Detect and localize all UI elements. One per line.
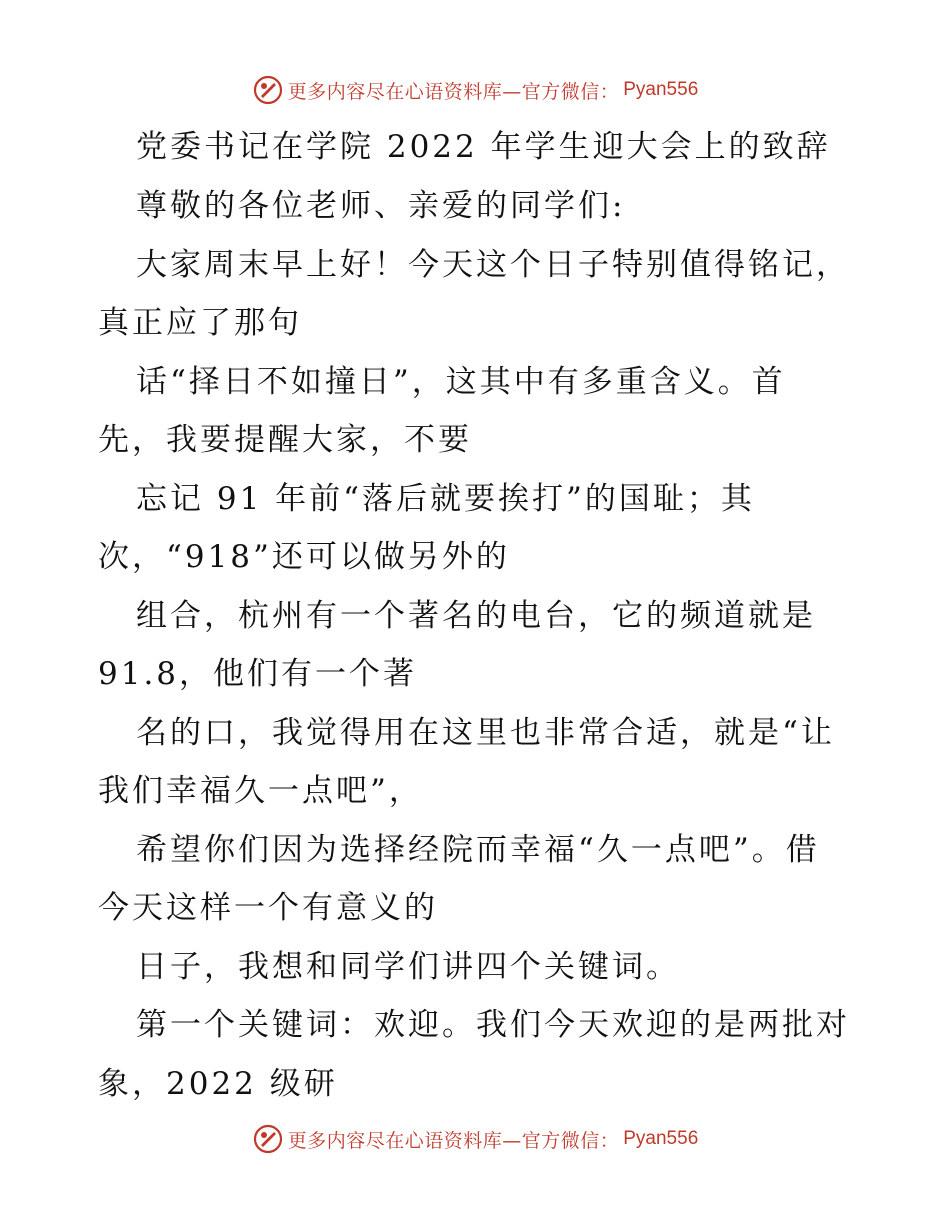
header-watermark [0, 72, 950, 108]
text-line: 第一个关键词：欢迎。我们今天欢迎的是两批对 [136, 1007, 850, 1043]
watermark-account: Pyan556 [623, 1128, 699, 1149]
quill-logo-icon [252, 1123, 284, 1155]
text-line: 大家周末早上好！今天这个日子特别值得铭记， [136, 247, 850, 283]
text-line: 日子，我想和同学们讲四个关键词。 [136, 949, 680, 985]
text-line: 今天这样一个有意义的 [98, 890, 438, 926]
text-line: 忘记 91 年前“落后就要挨打”的国耻；其 [136, 481, 755, 517]
salutation: 尊敬的各位老师、亲爱的同学们: [136, 188, 626, 224]
watermark-text: 更多内容尽在心语资料库—官方微信： [287, 80, 620, 103]
text-line: 我们幸福久一点吧”， [98, 773, 423, 809]
text-line: 先，我要提醒大家，不要 [98, 422, 472, 458]
text-line: 名的口，我觉得用在这里也非常合适，就是“让 [136, 715, 835, 751]
text-line: 话“择日不如撞日”，这其中有多重含义。首 [136, 364, 786, 400]
document-title: 党委书记在学院 2022 年学生迎大会上的致辞 [136, 129, 831, 165]
text-line: 真正应了那句 [98, 305, 302, 341]
watermark-account: Pyan556 [623, 79, 699, 100]
watermark-text: 更多内容尽在心语资料库—官方微信： [287, 1129, 620, 1152]
text-line: 希望你们因为选择经院而幸福“久一点吧”。借 [136, 832, 820, 868]
text-line: 象，2022 级研 [98, 1066, 338, 1102]
footer-watermark [0, 1121, 950, 1157]
text-line: 次，“918”还可以做另外的 [98, 539, 510, 575]
quill-logo-icon [252, 74, 284, 106]
text-line: 组合，杭州有一个著名的电台，它的频道就是 [136, 598, 816, 634]
text-line: 91.8，他们有一个著 [98, 656, 418, 692]
